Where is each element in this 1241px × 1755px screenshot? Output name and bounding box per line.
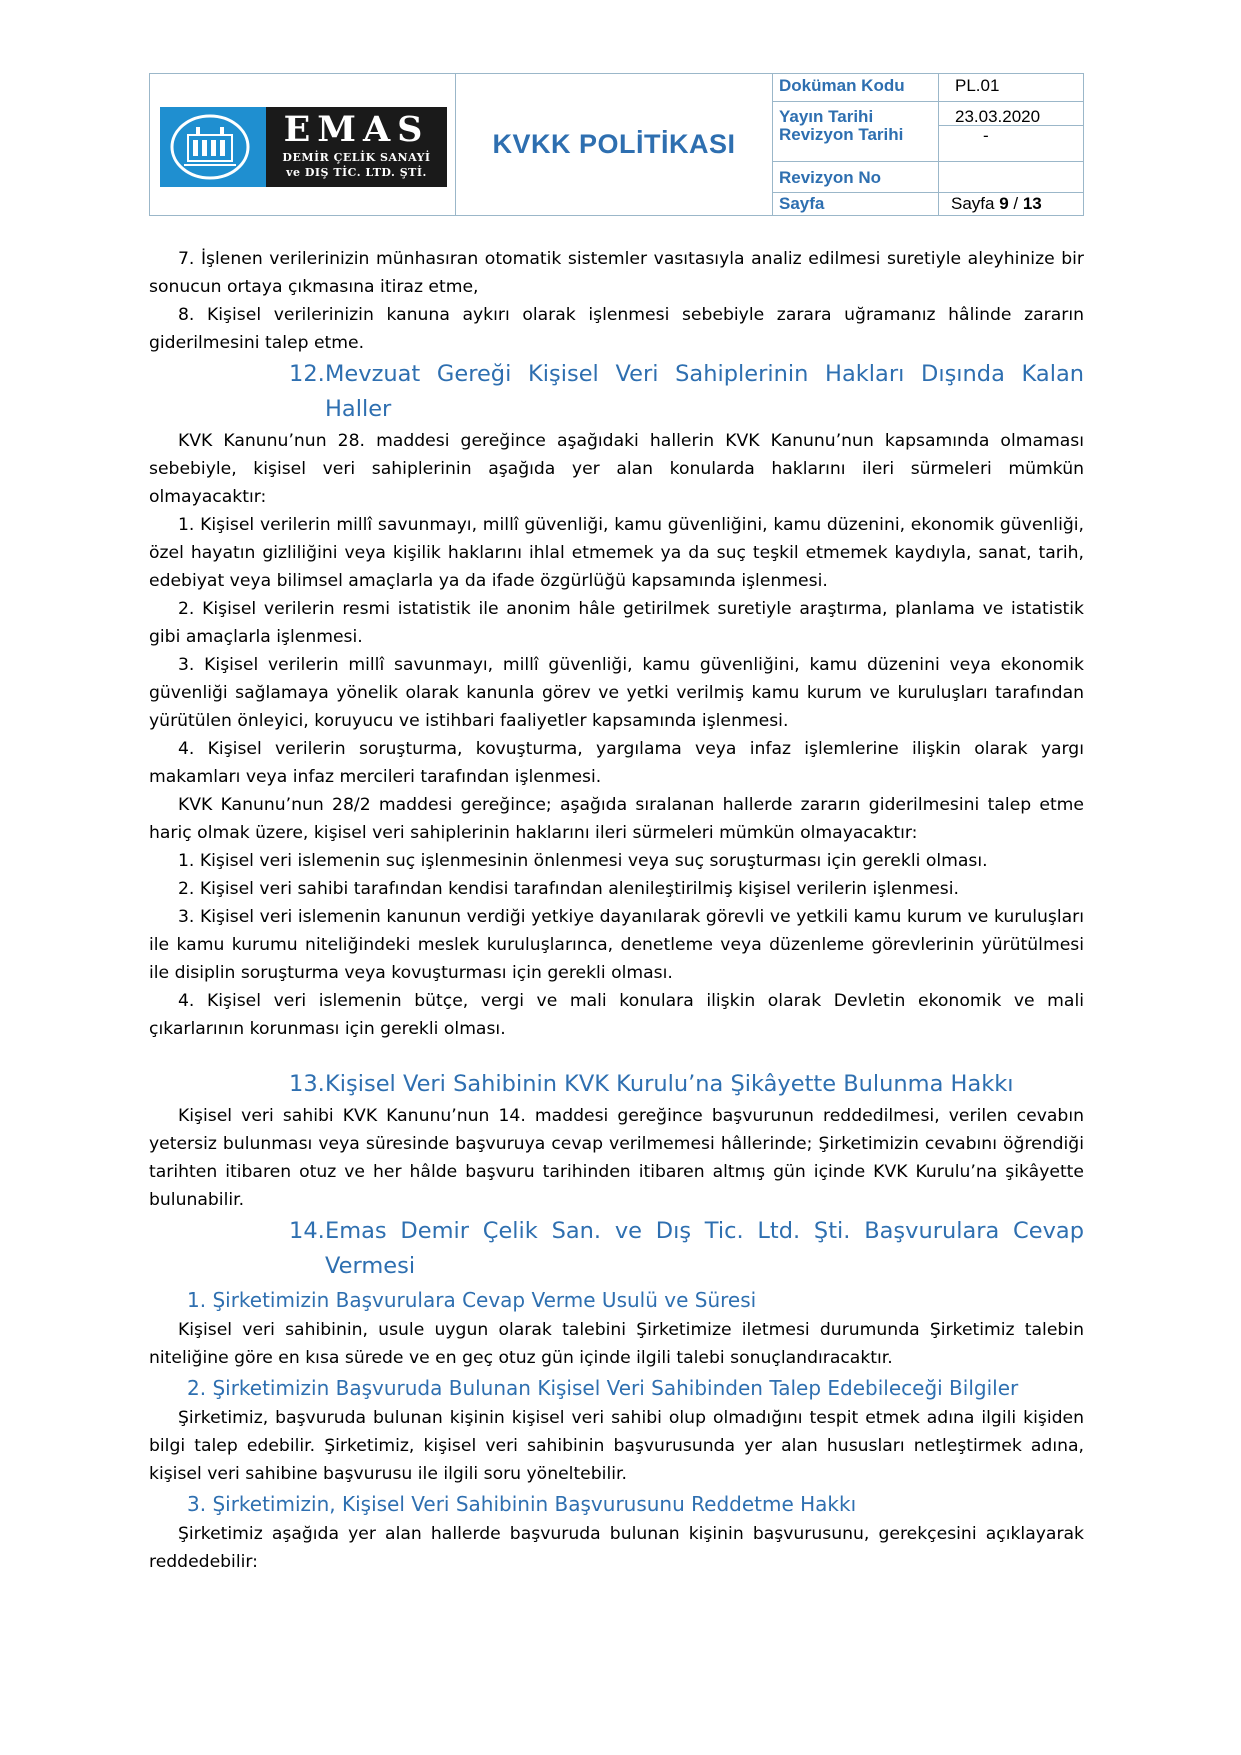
section-number: 12.	[289, 361, 325, 387]
logo-name: EMAS	[283, 109, 430, 150]
paragraph: 1. Kişisel veri islemenin suç işlenmesinin önlenmesi veya suç soruşturması için gerekli olması.	[178, 851, 988, 871]
page-total: 13	[1022, 194, 1042, 213]
subsection-heading-3: 3. Şirketimizin, Kişisel Veri Sahibinin Başvurusunu Reddetme Hakkı	[187, 1492, 857, 1516]
section-title: Emas Demir Çelik San. ve Dış Tic. Ltd. Şti. Başvurulara Cevap Vermesi	[325, 1218, 1084, 1279]
paragraph: 2. Kişisel verilerin resmi istatistik ile anonim hâle getirilmek suretiyle araştırma, planlama ve istatistik gibi amaçlarla işlenmesi.	[149, 599, 1084, 647]
meta-key: Sayfa	[779, 194, 825, 213]
title-cell	[456, 74, 773, 215]
page-prefix: Sayfa	[951, 194, 1000, 213]
section-heading-13	[149, 1067, 1084, 1102]
meta-row-doc-code	[773, 74, 1083, 102]
logo-cell	[150, 74, 456, 215]
paragraph: 7. İşlenen verilerinizin münhasıran otomatik sistemler vasıtasıyla analiz edilmesi suretiyle aleyhinize bir sonucun ortaya çıkmasına itiraz etme,	[149, 249, 1084, 297]
factory-emblem-icon	[166, 113, 254, 181]
document-header	[149, 73, 1084, 216]
section-heading-14	[149, 1214, 1084, 1284]
meta-value: 23.03.2020	[955, 107, 1041, 126]
page-sep: /	[1008, 194, 1023, 213]
meta-value: -	[983, 126, 989, 145]
meta-row-page	[773, 193, 1083, 215]
section-title: Mevzuat Gereği Kişisel Veri Sahiplerinin Hakları Dışında Kalan Haller	[325, 361, 1084, 422]
meta-key: Doküman Kodu	[779, 76, 905, 95]
paragraph: Kişisel veri sahibinin, usule uygun olarak talebini Şirketimize iletmesi durumunda Şirketimiz talebin niteliğine göre en kısa sürede ve en geç otuz gün içinde ilgili talebi sonuçlandıracaktır.	[149, 1320, 1084, 1368]
paragraph: KVK Kanunu’nun 28. maddesi gereğince aşağıdaki hallerin KVK Kanunu’nun kapsamında olmaması sebebiyle, kişisel veri sahiplerinin aşağıda yer alan konularda haklarını ileri sürmeleri mümkün olmayacaktır:	[149, 431, 1084, 507]
paragraph: Şirketimiz aşağıda yer alan hallerde başvuruda bulunan kişinin başvurusunu, gerekçesini açıklayarak reddedebilir:	[149, 1524, 1084, 1572]
section-number: 13.	[289, 1071, 325, 1097]
page-number: 9	[999, 194, 1009, 213]
document-body	[149, 245, 1084, 1576]
meta-row-revision-date	[773, 125, 1083, 162]
paragraph: 4. Kişisel verilerin soruşturma, kovuşturma, yargılama veya infaz işlemlerine ilişkin olarak yargı makamları veya infaz mercileri tarafından işlenmesi.	[149, 739, 1084, 787]
meta-key: Revizyon No	[779, 168, 882, 187]
document-title: KVKK POLİTİKASI	[492, 129, 736, 159]
logo-line-1: DEMİR ÇELİK SANAYİ	[282, 151, 431, 164]
logo-plate	[266, 107, 447, 187]
meta-key: Yayın Tarihi	[779, 107, 874, 126]
section-title: Kişisel Veri Sahibinin KVK Kurulu’na Şikâyette Bulunma Hakkı	[325, 1071, 1014, 1097]
paragraph: 2. Kişisel veri sahibi tarafından kendisi tarafından alenileştirilmiş kişisel verilerin işlenmesi.	[178, 879, 959, 899]
paragraph: 4. Kişisel veri islemenin bütçe, vergi ve mali konulara ilişkin olarak Devletin ekonomik ve mali çıkarlarının korunması için gerekli olması.	[149, 991, 1084, 1039]
paragraph: 3. Kişisel verilerin millî savunmayı, millî güvenliği, kamu güvenliğini, kamu düzenini veya ekonomik güvenliği sağlamaya yönelik olarak kanunla görev ve yetki verilmiş kamu kurum ve kuruluşları tarafından yürütülen önleyici, koruyucu ve istihbari faaliyetler kapsamında işlenmesi.	[149, 655, 1084, 731]
subsection-heading-2: 2. Şirketimizin Başvuruda Bulunan Kişisel Veri Sahibinden Talep Edebileceği Bilgiler	[187, 1376, 1019, 1400]
paragraph: 8. Kişisel verilerinizin kanuna aykırı olarak işlenmesi sebebiyle zarara uğramanız hâlinde zararın giderilmesini talep etme.	[149, 305, 1084, 353]
subsection-heading-1: 1. Şirketimizin Başvurulara Cevap Verme Usulü ve Süresi	[187, 1288, 757, 1312]
meta-row-revision-no	[773, 162, 1083, 193]
paragraph: 1. Kişisel verilerin millî savunmayı, millî güvenliği, kamu güvenliğini, kamu düzenini, ekonomik güvenliği, özel hayatın gizliliğini veya kişilik haklarını ihlal etmemek ya da suç teşkil etmemek kaydıyla, sanat, tarih, edebiyat veya bilimsel amaçlarla ya da ifade özgürlüğü kapsamında işlenmesi.	[149, 515, 1084, 591]
meta-key: Revizyon Tarihi	[779, 125, 904, 144]
paragraph: KVK Kanunu’nun 28/2 maddesi gereğince; aşağıda sıralanan hallerde zararın giderilmesini talep etme hariç olmak üzere, kişisel veri sahiplerinin haklarını ileri sürmeleri mümkün olmayacaktır:	[149, 795, 1084, 843]
section-heading-12	[149, 357, 1084, 427]
paragraph: Kişisel veri sahibi KVK Kanunu’nun 14. maddesi gereğince başvurunun reddedilmesi, verilen cevabın yetersiz bulunması veya süresinde başvuruya cevap verilmemesi hâllerinde; Şirketimizin cevabını öğrendiği tarihten itibaren otuz ve her hâlde başvuru tarihinden itibaren altmış gün içinde KVK Kurulu’na şikâyette bulunabilir.	[149, 1106, 1084, 1210]
logo-line-2: ve DIŞ TİC. LTD. ŞTİ.	[286, 166, 427, 179]
meta-row-publish-date	[773, 102, 1083, 125]
document-meta-table	[773, 74, 1083, 215]
meta-value: PL.01	[955, 76, 1000, 95]
paragraph: 3. Kişisel veri islemenin kanunun verdiği yetkiye dayanılarak görevli ve yetkili kamu kurum ve kuruluşları ile kamu kurumu niteliğindeki meslek kuruluşlarınca, denetleme veya düzenleme görevlerinin yürütülmesi ile disiplin soruşturma veya kovuşturması için gerekli olması.	[149, 907, 1084, 983]
paragraph: Şirketimiz, başvuruda bulunan kişinin kişisel veri sahibi olup olmadığını tespit etmek adına ilgili kişiden bilgi talep edebilir. Şirketimiz, kişisel veri sahibinin başvurusunda yer alan hususları netleştirmek adına, kişisel veri sahibine başvurusu ile ilgili soru yöneltebilir.	[149, 1408, 1084, 1484]
company-logo	[160, 107, 447, 187]
section-number: 14.	[289, 1218, 325, 1244]
